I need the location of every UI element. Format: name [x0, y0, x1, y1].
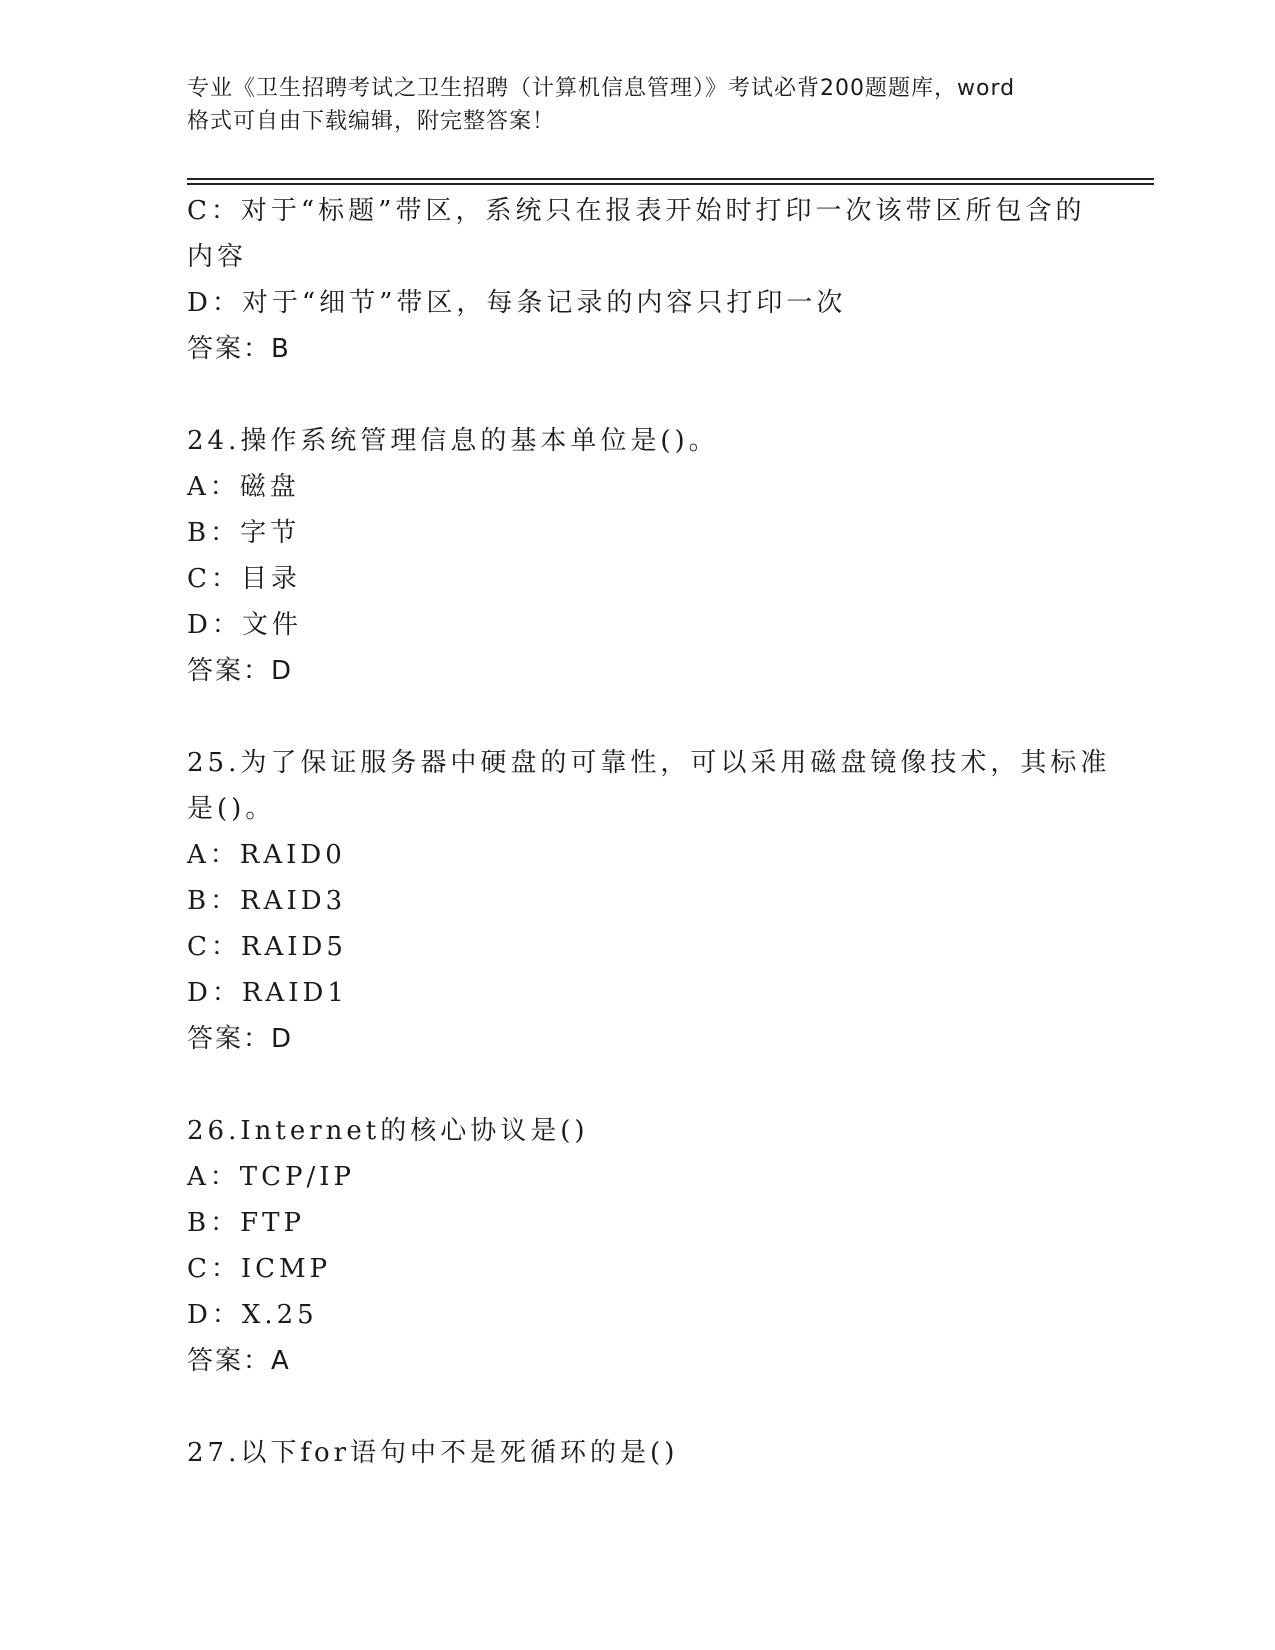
- option-d: D：对于“细节”带区，每条记录的内容只打印一次: [187, 288, 847, 318]
- question-stem: 24.操作系统管理信息的基本单位是()。: [187, 426, 719, 456]
- answer: 答案：D: [187, 656, 294, 686]
- option-d: D：文件: [187, 610, 302, 640]
- question-25: [187, 740, 1111, 1062]
- question-27: [187, 1430, 1087, 1476]
- spacer: [187, 694, 1087, 740]
- option-c: C：RAID5: [187, 932, 347, 962]
- spacer: [187, 1062, 1087, 1108]
- header-divider-bottom: [187, 183, 1154, 185]
- header-line-2: 格式可自由下载编辑，附完整答案！: [187, 109, 556, 134]
- option-b: B：字节: [187, 518, 301, 548]
- option-b: B：RAID3: [187, 886, 347, 916]
- answer: 答案：A: [187, 1346, 291, 1376]
- option-d: D：RAID1: [187, 978, 348, 1008]
- option-a: A：RAID0: [187, 840, 346, 870]
- spacer: [187, 372, 1087, 418]
- option-d: D：X.25: [187, 1300, 318, 1330]
- option-c: C：ICMP: [187, 1254, 332, 1284]
- option-c-continued: 内容: [187, 242, 248, 272]
- question-stem: 26.Internet的核心协议是(): [187, 1116, 589, 1146]
- document-header: [187, 72, 1107, 138]
- question-stem-continued: 是()。: [187, 794, 276, 824]
- question-24: [187, 418, 1087, 694]
- answer: 答案：D: [187, 1024, 294, 1054]
- header-line-1: 专业《卫生招聘考试之卫生招聘（计算机信息管理）》考试必背200题题库，word: [187, 76, 1016, 101]
- spacer: [187, 1384, 1087, 1430]
- question-23-continued: [187, 188, 1087, 372]
- option-b: B：FTP: [187, 1208, 305, 1238]
- option-c: C：目录: [187, 564, 301, 594]
- question-stem: 27.以下for语句中不是死循环的是(): [187, 1438, 679, 1468]
- document-body: [187, 188, 1111, 1476]
- answer: 答案：B: [187, 334, 291, 364]
- option-c: C：对于“标题”带区，系统只在报表开始时打印一次该带区所包含的: [187, 196, 1086, 226]
- option-a: A：TCP/IP: [187, 1162, 356, 1192]
- question-stem: 25.为了保证服务器中硬盘的可靠性，可以采用磁盘镜像技术，其标准: [187, 748, 1111, 778]
- question-26: [187, 1108, 1087, 1384]
- header-divider-top: [187, 178, 1154, 180]
- option-a: A：磁盘: [187, 472, 300, 502]
